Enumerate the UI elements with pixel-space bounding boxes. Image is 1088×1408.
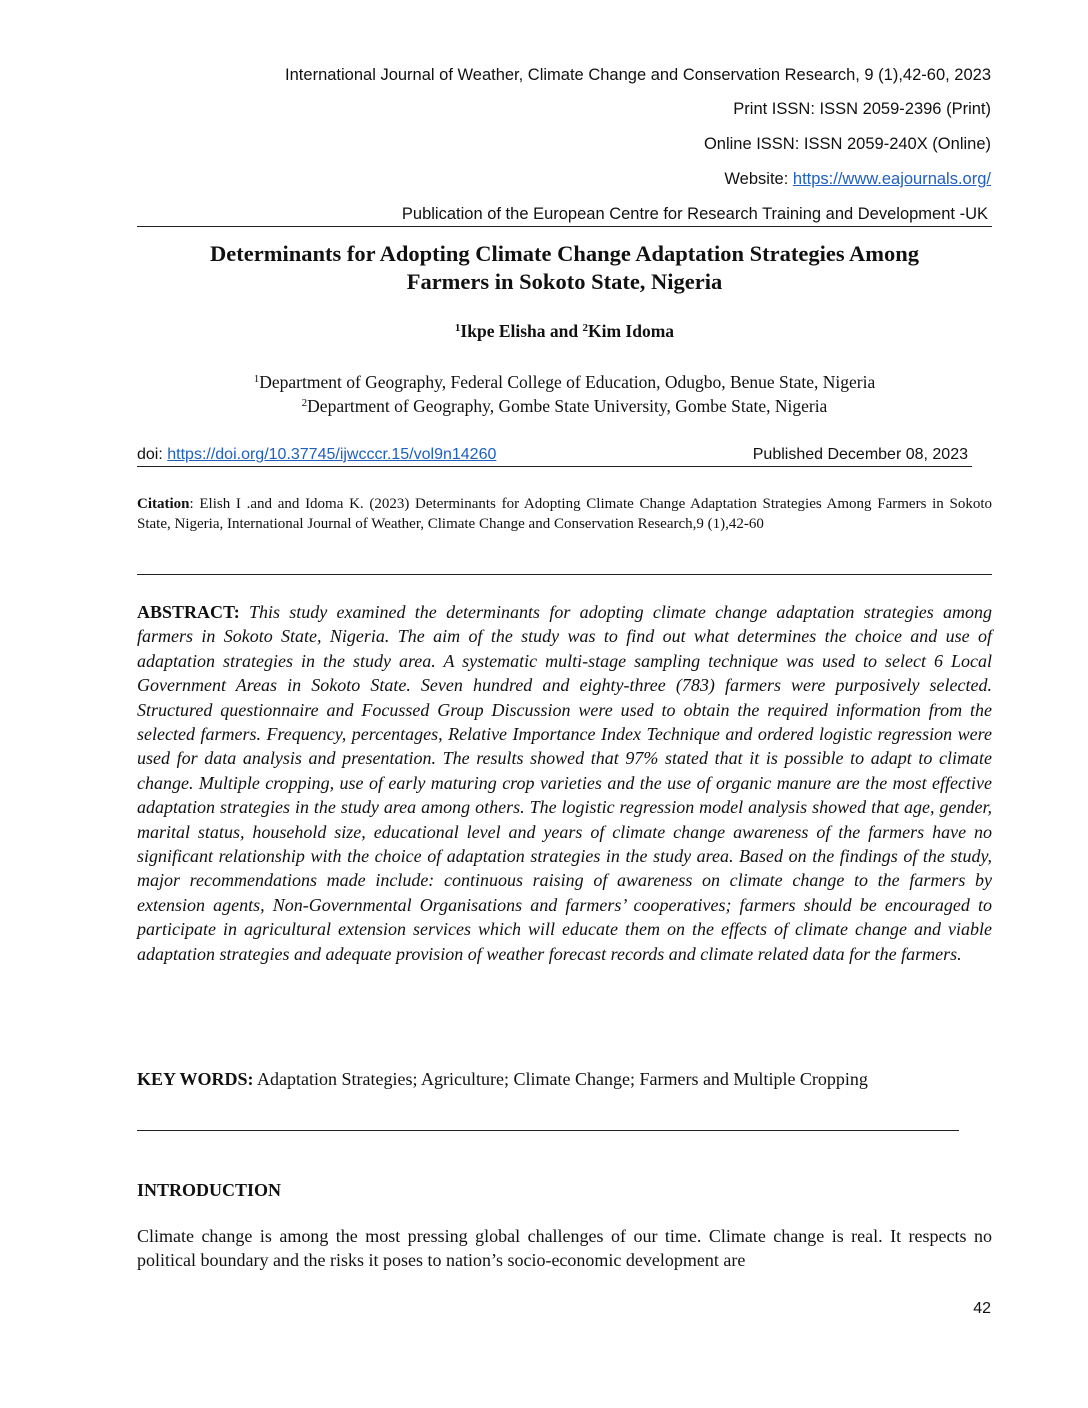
title-line-2: Farmers in Sokoto State, Nigeria [406, 269, 723, 294]
affiliation-2 [137, 394, 992, 418]
affiliation-2-text: Department of Geography, Gombe State University, Gombe State, Nigeria [307, 396, 828, 416]
affiliations [137, 370, 992, 418]
citation-label: Citation [137, 496, 190, 512]
print-issn: Print ISSN: ISSN 2059-2396 (Print) [733, 100, 991, 118]
website-line [724, 170, 991, 189]
doi-label: doi: [137, 446, 168, 463]
published-date: Published December 08, 2023 [752, 446, 968, 463]
keywords [137, 1067, 992, 1091]
page-number: 42 [973, 1300, 991, 1317]
affiliation-1-text: Department of Geography, Federal College of Education, Odugbo, Benue State, Nigeria [259, 372, 876, 392]
affiliation-1-marker: 1 [253, 373, 260, 385]
keywords-text: Adaptation Strategies; Agriculture; Climate Change; Farmers and Multiple Cropping [257, 1069, 868, 1089]
citation-divider [137, 574, 992, 575]
author-2-marker: 2 [582, 322, 588, 334]
citation-block [137, 495, 992, 534]
citation-text: : Elish I .and and Idoma K. (2023) Determinants for Adopting Climate Change Adaptation Strategies Among Farmers in Sokoto State, Nigeria, International Journal of Weather, Climate Change and Conservation Research,9 (1),42-60 [137, 496, 992, 532]
author-1-marker: 1 [454, 322, 461, 334]
journal-citation-line: International Journal of Weather, Climate Change and Conservation Research, 9 (1),42-60, 2023 [285, 66, 991, 84]
keywords-divider [137, 1130, 959, 1131]
affiliation-2-marker: 2 [301, 397, 308, 409]
website-link[interactable]: https://www.eajournals.org/ [792, 170, 991, 188]
doi-link[interactable]: https://doi.org/10.37745/ijwcccr.15/vol9n14260 [167, 446, 497, 463]
title-line-1: Determinants for Adopting Climate Change Adaptation Strategies Among [210, 241, 919, 266]
abstract [137, 600, 992, 966]
author-2: Kim Idoma [588, 321, 675, 341]
publisher-line: Publication of the European Centre for Research Training and Development -UK [401, 205, 988, 223]
introduction-heading: INTRODUCTION [137, 1180, 282, 1200]
affiliation-1 [137, 370, 992, 394]
website-label: Website: [724, 170, 793, 188]
header-divider [137, 226, 992, 227]
keywords-label: KEY WORDS: [137, 1069, 254, 1089]
author-list [137, 321, 992, 342]
introduction-text: Climate change is among the most pressing global challenges of our time. Climate change is real. It respects no political boundary and the risks it poses to nation’s socio-economic development are [137, 1226, 992, 1270]
online-issn: Online ISSN: ISSN 2059-240X (Online) [703, 135, 991, 153]
abstract-label: ABSTRACT: [137, 602, 240, 622]
paper-title [137, 240, 992, 296]
abstract-text: This study examined the determinants for adopting climate change adaptation strategies among farmers in Sokoto State, Nigeria. The aim of the study was to find out what determines the choice and use of adaptation strategies in the study area. A systematic multi-stage sampling technique was used to select 6 Local Government Areas in Sokoto State. Seven hundred and eighty-three (783) farmers were purposively selected. Structured questionnaire and Focussed Group Discussion were used to obtain the required information from the selected farmers. Frequency, percentages, Relative Importance Index Technique and ordered logistic regression were used for data analysis and presentation. The results showed that 97% stated that it is possible to adapt to climate change. Multiple cropping, use of early maturing crop varieties and the use of organic manure are the most effective adaptation strategies in the study area among others. The logistic regression model analysis showed that age, gender, marital status, household size, educational level and years of climate change awareness of the farmers have no significant relationship with the choice of adaptation strategies in the study area. Based on the findings of the study, major recommendations made include: continuous raising of awareness on climate change to the farmers by extension agents, Non-Governmental Organisations and farmers’ cooperatives; farmers should be encouraged to participate in agricultural extension services which will educate them on the effects of climate change and viable adaptation strategies and adequate provision of weather forecast records and climate related data for the farmers. [137, 602, 992, 964]
doi-row [137, 446, 972, 467]
author-1: Ikpe Elisha and [460, 321, 583, 341]
